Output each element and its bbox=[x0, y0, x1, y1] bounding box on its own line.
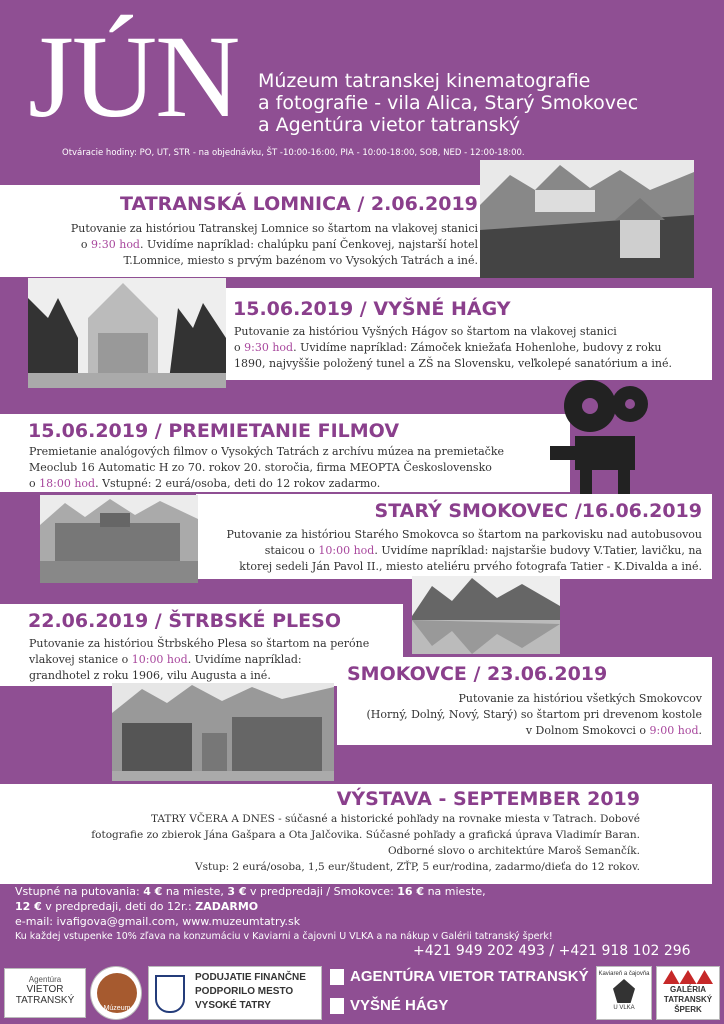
event-description bbox=[29, 444, 574, 492]
event-description bbox=[0, 221, 478, 269]
event-title: 15.06.2019 / PREMIETANIE FILMOV bbox=[28, 420, 400, 442]
logo-text: Múzeum bbox=[103, 1005, 131, 1012]
event-description bbox=[234, 324, 709, 372]
exhibition-description bbox=[0, 811, 640, 875]
support-text: PODUJATIE FINANČNE PODPORILO MESTO VYSOKÉ TATRY bbox=[195, 972, 306, 1011]
fee-line-2: 12 € v predpredaji, deti do 12r.: ZADARMO bbox=[15, 900, 259, 913]
description-line: o 9:30 hod. Uvidíme napríklad: Zámoček kniežaťa Hohenlohe, budovy z roku bbox=[234, 341, 662, 354]
logo-text: Kaviareň a čajovňa bbox=[598, 971, 650, 977]
film-projector-icon bbox=[530, 376, 650, 494]
event-vysne-hagy bbox=[225, 288, 712, 380]
description-line: Vstup: 2 eurá/osoba, 1,5 eur/študent, ZŤP, 5 eur/rodina, zadarmo/dieťa do 12 rokov. bbox=[194, 861, 640, 873]
description-line: grandhotel z roku 1906, vilu Augusta a iné. bbox=[29, 669, 271, 682]
muzeum-seal-logo bbox=[90, 966, 142, 1020]
event-title: 15.06.2019 / VYŠNÉ HÁGY bbox=[233, 298, 511, 320]
discount-line: Ku každej vstupenke 10% zľava na konzumáciu v Kaviarni a čajovni U VLKA a na nákup v Galérii tatranský šperk! bbox=[15, 931, 553, 942]
event-time: 9:30 hod bbox=[244, 341, 294, 354]
event-time: 10:00 hod bbox=[131, 653, 188, 666]
event-smokovce bbox=[337, 657, 712, 745]
mountain-icon bbox=[663, 970, 713, 984]
phone-numbers: +421 949 202 493 / +421 918 102 296 bbox=[413, 943, 691, 959]
facebook-link-vysne-hagy[interactable]: VYŠNÉ HÁGY bbox=[350, 997, 449, 1014]
month-title: JÚN bbox=[28, 11, 239, 142]
description-line: ktorej sedeli Ján Pavol II., miesto ateliéru prvého fotografa Tatier - K.Divalda a iné. bbox=[239, 560, 702, 573]
description-line: staicou o 10:00 hod. Uvidíme napríklad: najstaršie budovy V.Tatier, lavičku, na bbox=[264, 544, 702, 557]
event-title: SMOKOVCE / 23.06.2019 bbox=[347, 663, 608, 685]
footer-info bbox=[15, 884, 715, 944]
event-film-screening bbox=[0, 414, 570, 492]
logo-text: U VLKA bbox=[613, 1005, 635, 1011]
logo-text: GALÉRIA TATRANSKÝ ŠPERK bbox=[663, 985, 713, 1014]
galeria-sperk-logo bbox=[656, 966, 720, 1020]
event-time: 9:30 hod bbox=[91, 238, 140, 251]
coat-of-arms-icon bbox=[155, 975, 185, 1013]
event-tatranska-lomnica bbox=[0, 185, 492, 277]
description-line: T.Lomnice, miesto s prvým bazénom vo Vysokých Tatrách a iné. bbox=[123, 254, 478, 267]
exhibition-title: VÝSTAVA - SEPTEMBER 2019 bbox=[336, 788, 640, 810]
fee-line-1: Vstupné na putovania: 4 € na mieste, 3 € v predpredaji / Smokovce: 16 € na mieste, bbox=[15, 885, 486, 898]
vysoke-tatry-support-logo bbox=[148, 966, 322, 1020]
organizer-line-3: a Agentúra vietor tatranský bbox=[258, 114, 521, 136]
description-line: Putovanie za históriou Vyšných Hágov so štartom na vlakovej stanici bbox=[234, 325, 617, 338]
photo-strbske-lake bbox=[412, 576, 560, 654]
facebook-icon bbox=[330, 969, 344, 985]
photo-strbske-panorama bbox=[112, 683, 334, 781]
description-line: vlakovej stanice o 10:00 hod. Uvidíme napríklad: bbox=[29, 653, 302, 666]
agentura-logo bbox=[4, 968, 86, 1018]
logo-text: TATRANSKÝ bbox=[15, 995, 75, 1006]
description-line: v Dolnom Smokovci o 9:00 hod. bbox=[525, 724, 702, 737]
event-title: STARÝ SMOKOVEC /16.06.2019 bbox=[374, 500, 702, 522]
event-time: 10:00 hod bbox=[318, 544, 375, 557]
u-vlka-logo bbox=[596, 966, 652, 1020]
opening-hours: Otváracie hodiny: PO, UT, STR - na objednávku, ŠT -10:00-16:00, PIA - 10:00-18:00, SOB, NED - 12:00-18:00. bbox=[62, 148, 525, 158]
event-title: 22.06.2019 / ŠTRBSKÉ PLESO bbox=[28, 610, 341, 632]
description-line: fotografie zo zbierok Jána Gašpara a Ota Jalčovika. Súčasné pohľady a grafická úprava Vladimír Baran. bbox=[91, 829, 640, 841]
description-line: (Horný, Dolný, Nový, Starý) so štartom pri drevenom kostole bbox=[366, 708, 702, 721]
facebook-link-agentura[interactable]: AGENTÚRA VIETOR TATRANSKÝ bbox=[350, 968, 589, 985]
event-stary-smokovec bbox=[196, 494, 712, 579]
photo-hohenlohe-chateau bbox=[28, 278, 226, 388]
wolf-icon bbox=[613, 979, 635, 1003]
contact-line: e-mail: ivafigova@gmail.com, www.muzeumtatry.sk bbox=[15, 915, 301, 928]
logo-text: VIETOR bbox=[26, 984, 64, 995]
organizer-line-2: a fotografie - vila Alica, Starý Smokovec bbox=[258, 92, 639, 114]
event-time: 9:00 hod bbox=[649, 724, 699, 737]
facebook-icon bbox=[330, 998, 344, 1014]
description-line: 1890, najvyššie položený tunel a ZŠ na Slovensku, veľkolepé sanatórium a iné. bbox=[234, 357, 672, 370]
photo-grandhotel-smokovec bbox=[40, 495, 198, 583]
description-line: TATRY VČERA A DNES - súčasné a historické pohľady na rovnake miesta v Tatrach. Dobové bbox=[150, 813, 640, 825]
description-line: o 18:00 hod. Vstupné: 2 eurá/osoba, deti do 12 rokov zadarmo. bbox=[29, 477, 381, 490]
description-line: o 9:30 hod. Uvidíme napríklad: chalúpku paní Čenkovej, najstarší hotel bbox=[80, 238, 478, 251]
event-title: TATRANSKÁ LOMNICA / 2.06.2019 bbox=[120, 193, 478, 215]
event-description bbox=[337, 691, 702, 739]
organizer-text bbox=[258, 70, 638, 136]
exhibition-box bbox=[0, 784, 712, 884]
photo-lomnica-hotel bbox=[480, 160, 694, 278]
description-line: Meoclub 16 Automatic H zo 70. rokov 20. storočia, firma MEOPTA Československo bbox=[29, 461, 492, 474]
description-line: Putovanie za históriou Štrbského Plesa so štartom na peróne bbox=[29, 637, 370, 650]
event-time: 18:00 hod bbox=[39, 477, 96, 490]
organizer-line-1: Múzeum tatranskej kinematografie bbox=[258, 70, 591, 92]
description-line: Odborné slovo o architektúre Maroš Semančík. bbox=[387, 845, 640, 857]
description-line: Premietanie analógových filmov o Vysokých Tatrách z archívu múzea na premietačke bbox=[29, 445, 505, 458]
logo-text: Agentúra bbox=[28, 975, 62, 984]
description-line: Putovanie za históriou všetkých Smokovcov bbox=[458, 692, 702, 705]
description-line: Putovanie za históriou Tatranskej Lomnice so štartom na vlakovej stanici bbox=[70, 222, 478, 235]
event-description bbox=[196, 527, 702, 575]
description-line: Putovanie za históriou Starého Smokovca so štartom na parkovisku nad autobusovou bbox=[226, 528, 702, 541]
